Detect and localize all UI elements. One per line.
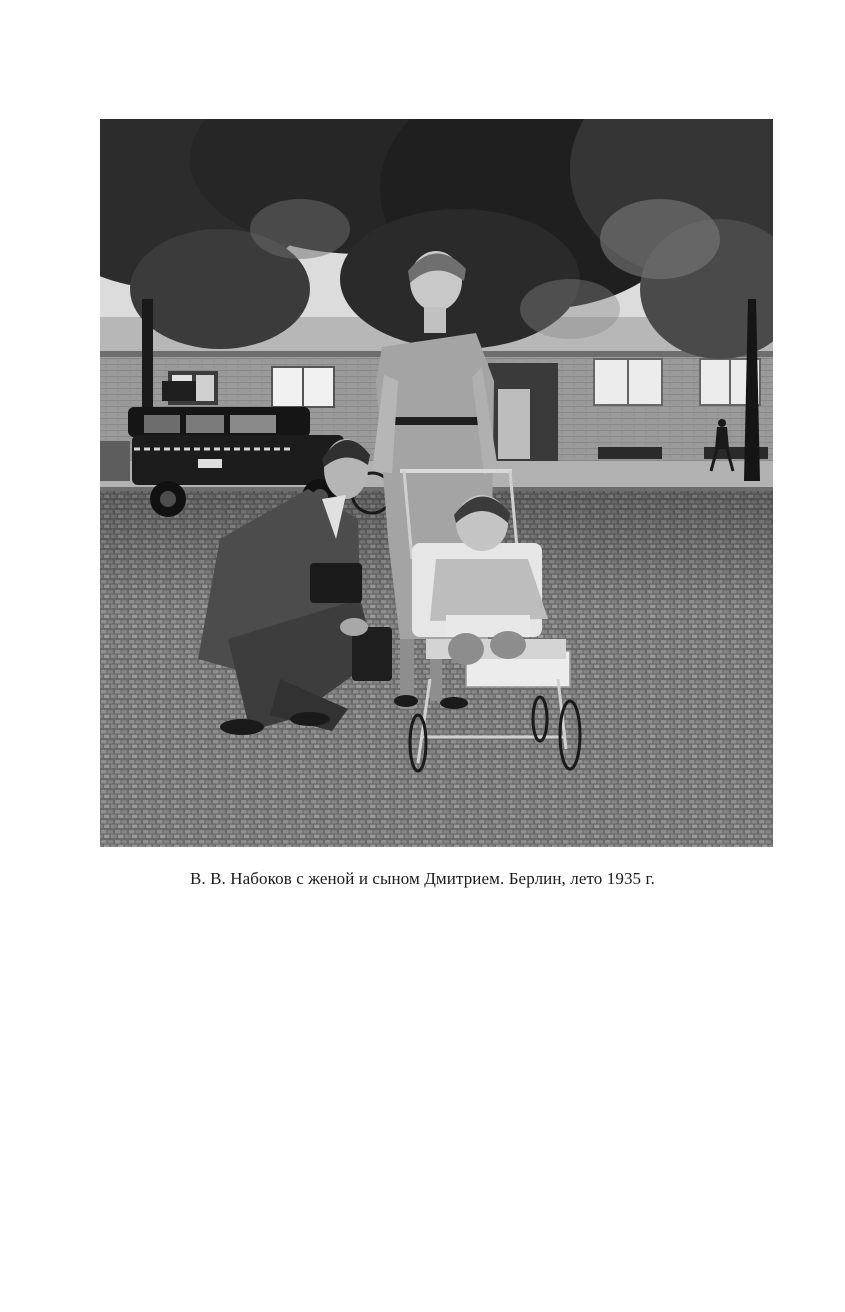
figure-caption: В. В. Набоков с женой и сыном Дмитрием. Берлин, лето 1935 г. (189, 869, 656, 888)
photograph (100, 119, 773, 847)
